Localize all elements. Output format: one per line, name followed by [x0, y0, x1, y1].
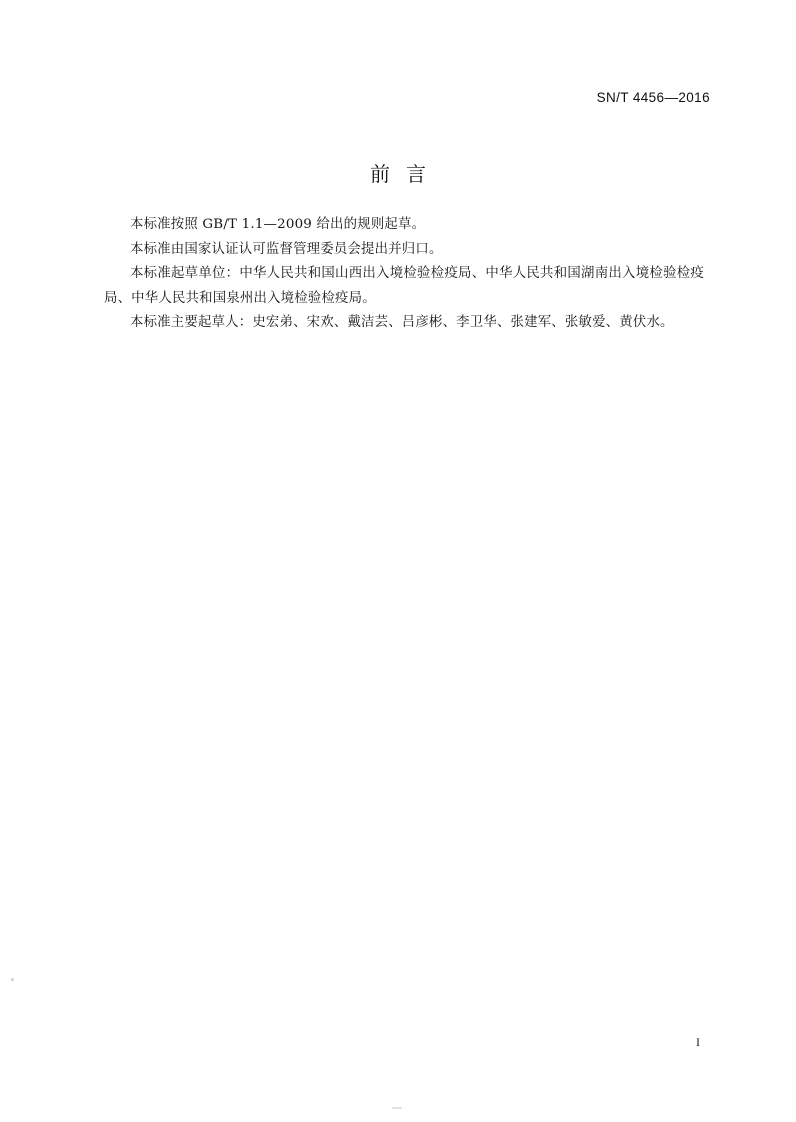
scan-edge-mark-left	[11, 978, 14, 981]
paragraph: 本标准由国家认证认可监督管理委员会提出并归口。	[130, 241, 443, 257]
page-number: I	[696, 1035, 700, 1049]
paragraph: 本标准按照 GB/T 1.1—2009 给出的规则起草。	[130, 217, 426, 232]
page-title: 前言	[370, 162, 442, 186]
paragraph: 本标准起草单位：中华人民共和国山西出入境检验检疫局、中华人民共和国湖南出入境检验检疫局、中华人民共和国泉州出入境检验检疫局。	[104, 266, 704, 306]
paragraph: 本标准主要起草人：史宏弟、宋欢、戴洁芸、吕彦彬、李卫华、张建军、张敏爱、黄伏水。	[130, 315, 674, 330]
standard-number-header: SN/T 4456—2016	[596, 90, 710, 105]
scan-edge-mark-bottom	[392, 1107, 402, 1109]
foreword-body	[104, 213, 704, 336]
